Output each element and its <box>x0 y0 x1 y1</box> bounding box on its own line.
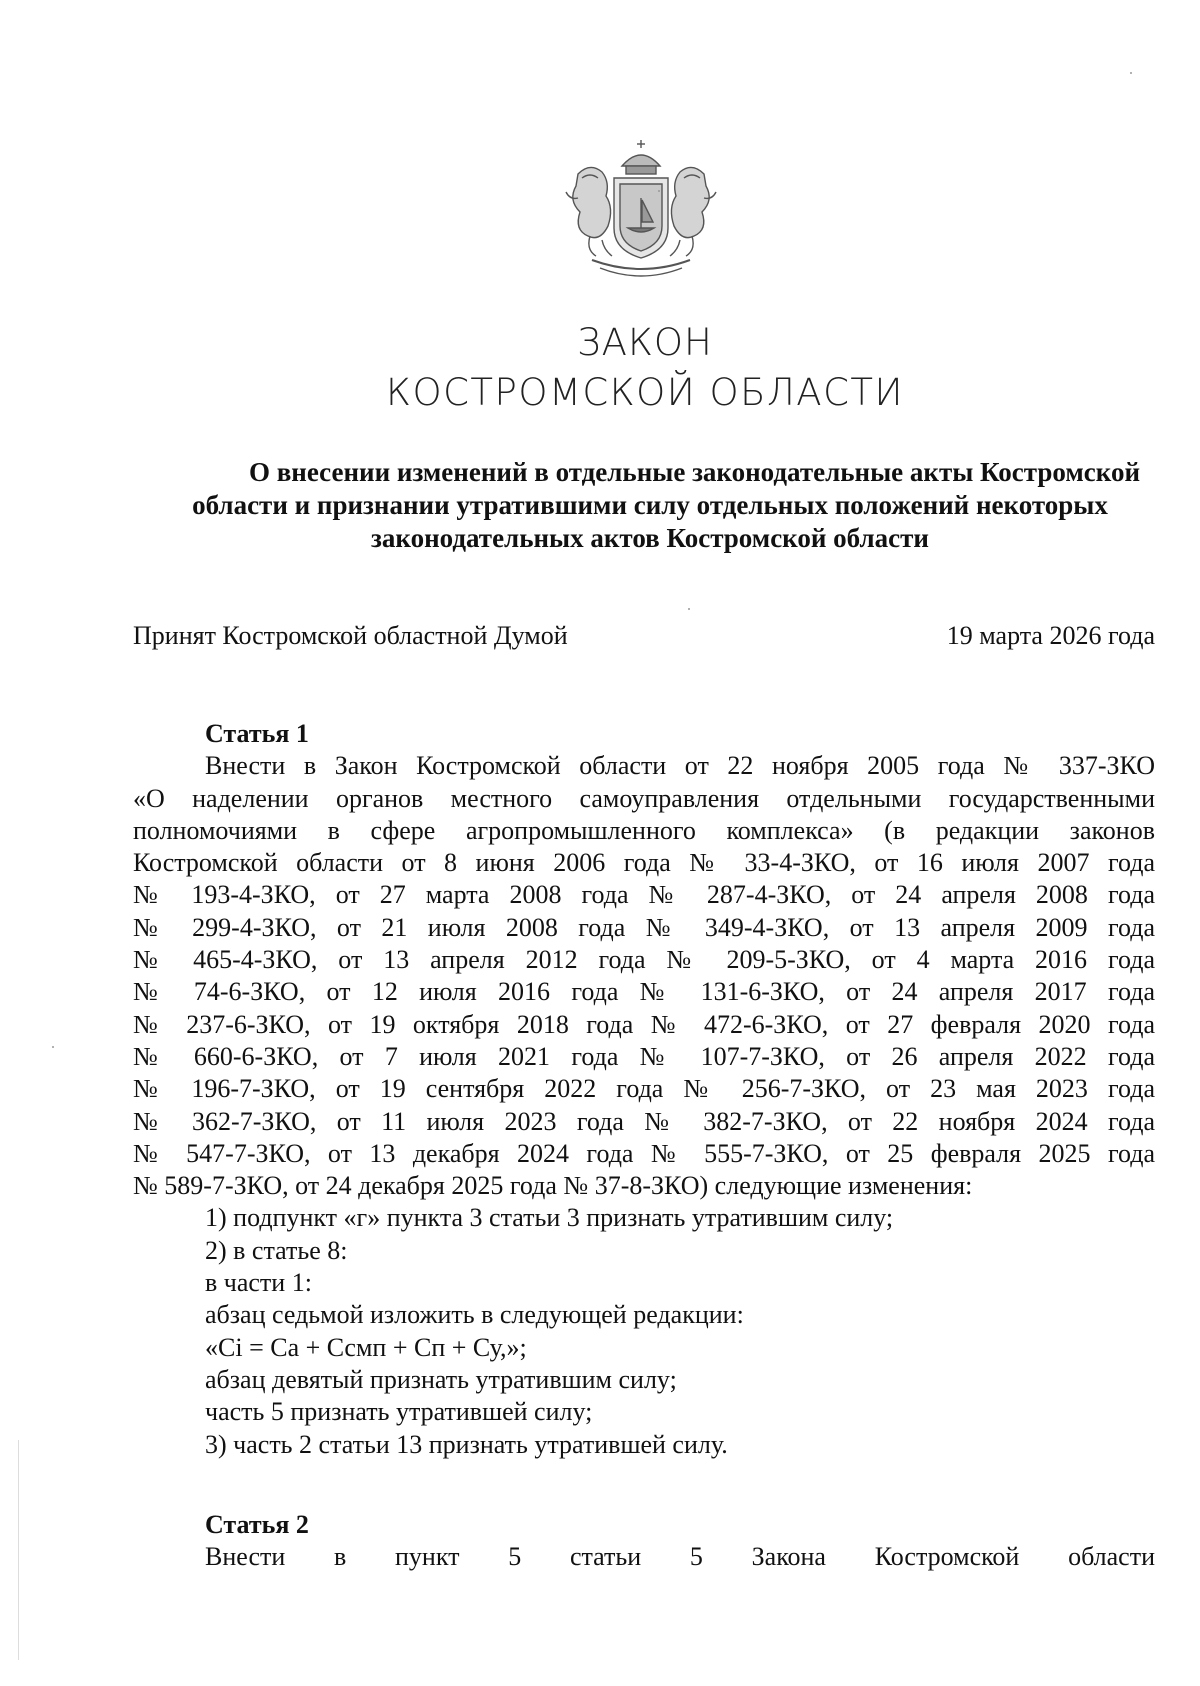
article1-item: часть 5 признать утратившей силу; <box>205 1397 593 1427</box>
scan-speck <box>52 1046 54 1048</box>
article2-title: Статья 2 <box>205 1509 309 1539</box>
article1-line: № 193-4-ЗКО, от 27 марта 2008 года № 287-4-ЗКО, от 24 апреля 2008 года <box>133 880 1155 910</box>
scan-speck <box>688 608 690 610</box>
article1-line: № 547-7-ЗКО, от 13 декабря 2024 года № 555-7-ЗКО, от 25 февраля 2025 года <box>133 1138 1155 1168</box>
article1-item: абзац седьмой изложить в следующей редакции: <box>205 1300 744 1330</box>
article1-item: «Сi = Са + Ссмп + Сп + Су,»; <box>205 1332 527 1362</box>
law-title-line2: КОСТРОМСКОЙ ОБЛАСТИ <box>386 371 904 414</box>
heading-line2: области и признании утратившими силу отдельных положений некоторых <box>192 490 1108 520</box>
article1-line: № 465-4-ЗКО, от 13 апреля 2012 года № 209-5-ЗКО, от 4 марта 2016 года <box>133 945 1155 975</box>
article1-line: № 299-4-ЗКО, от 21 июля 2008 года № 349-4-ЗКО, от 13 апреля 2009 года <box>133 912 1155 942</box>
article1-line: полномочиями в сфере агропромышленного комплекса» (в редакции законов <box>133 815 1155 845</box>
law-title-line1: ЗАКОН <box>577 321 713 364</box>
article1-line: № 660-6-ЗКО, от 7 июля 2021 года № 107-7-ЗКО, от 26 апреля 2022 года <box>133 1041 1155 1071</box>
article1-item: 2) в статье 8: <box>205 1235 348 1265</box>
adopted-by: Принят Костромской областной Думой <box>133 621 568 650</box>
law-title <box>0 318 1200 418</box>
scan-speck <box>658 190 660 192</box>
scan-speck <box>1130 72 1132 74</box>
article1-line: № 74-6-ЗКО, от 12 июля 2016 года № 131-6-ЗКО, от 24 апреля 2017 года <box>133 977 1155 1007</box>
article1-item: абзац девятый признать утратившим силу; <box>205 1364 677 1394</box>
article1-item: 3) часть 2 статьи 13 признать утратившей силу. <box>205 1429 728 1459</box>
article1-title: Статья 1 <box>205 719 309 748</box>
heading-line3: законодательных актов Костромской области <box>371 523 929 553</box>
document-heading <box>150 456 1150 555</box>
article1-line: Внести в Закон Костромской области от 22 ноября 2005 года № 337-ЗКО <box>205 751 1155 781</box>
article1-line: № 237-6-ЗКО, от 19 октября 2018 года № 472-6-ЗКО, от 27 февраля 2020 года <box>133 1009 1155 1039</box>
article2-line: Внести в пункт 5 статьи 5 Закона Костромской области <box>205 1542 1155 1572</box>
article1-line: Костромской области от 8 июня 2006 года № 33-4-ЗКО, от 16 июля 2007 года <box>133 848 1155 878</box>
article1-line: № 362-7-ЗКО, от 11 июля 2023 года № 382-7-ЗКО, от 22 ноября 2024 года <box>133 1106 1155 1136</box>
article1-line: № 196-7-ЗКО, от 19 сентября 2022 года № 256-7-ЗКО, от 23 мая 2023 года <box>133 1074 1155 1104</box>
scan-margin-line <box>18 1440 19 1660</box>
heading-line1: О внесении изменений в отдельные законодательные акты Костромской <box>248 457 1140 487</box>
coat-of-arms-emblem <box>556 138 726 284</box>
article1-item: 1) подпункт «г» пункта 3 статьи 3 признать утратившим силу; <box>205 1203 894 1233</box>
document-body <box>133 718 1155 1573</box>
article1-line: «О наделении органов местного самоуправления отдельными государственными <box>133 783 1155 813</box>
article1-line: № 589-7-ЗКО, от 24 декабря 2025 года № 37-8-ЗКО) следующие изменения: <box>133 1171 973 1201</box>
adoption-date: 19 марта 2026 года <box>946 621 1155 650</box>
article1-item: в части 1: <box>205 1268 312 1298</box>
